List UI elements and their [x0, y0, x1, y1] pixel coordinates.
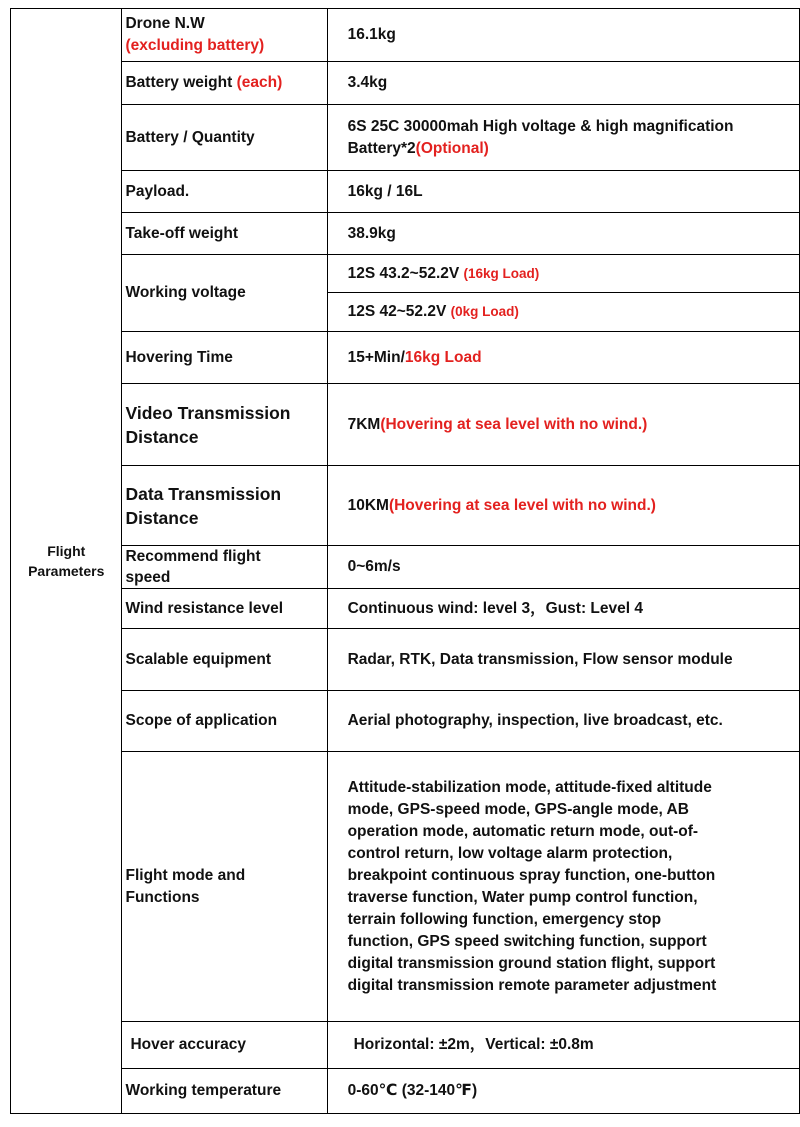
label-line-1: Data Transmission: [125, 483, 282, 504]
value-note: (Optional): [415, 139, 489, 157]
value-payload: 16kg / 16L: [327, 171, 799, 213]
label-line-1: Flight mode and: [125, 866, 246, 884]
group-label-line-2: Parameters: [28, 563, 105, 579]
table-row: [11, 384, 800, 466]
label-text: Battery weight: [125, 74, 237, 91]
row-label-takeoff-weight: Take-off weight: [122, 213, 327, 255]
value-working-temperature: 0-60℃ (32-140℉): [327, 1069, 799, 1114]
row-label-battery-quantity: Battery / Quantity: [122, 105, 327, 171]
value-takeoff-weight: 38.9kg: [327, 213, 799, 255]
mode-line: traverse function, Water pump control function,: [347, 888, 698, 906]
table-row: [11, 466, 800, 546]
table-row: [11, 589, 800, 629]
value-line-1: 6S 25C 30000mah High voltage & high magnification: [347, 117, 734, 135]
label-line-1: Recommend flight: [125, 548, 261, 565]
value-note: 16kg Load: [404, 348, 482, 366]
row-label-hovering-time: Hovering Time: [122, 332, 327, 384]
voltage-range: 12S 42~52.2V: [347, 303, 447, 320]
row-label-battery-weight: [122, 62, 327, 105]
table-row: [11, 1022, 800, 1069]
value-text: 15+Min/: [347, 348, 405, 366]
value-text: 7KM: [347, 415, 381, 433]
row-label-scalable-equipment: Scalable equipment: [122, 629, 327, 691]
voltage-note: (0kg Load): [450, 304, 519, 319]
label-note: (excluding battery): [125, 37, 265, 54]
row-label-data-transmission: [122, 466, 327, 546]
row-label-flight-mode: [122, 752, 327, 1022]
value-flight-speed: 0~6m/s: [327, 546, 799, 589]
table-row: [11, 1069, 800, 1114]
value-note: (Hovering at sea level with no wind.): [380, 415, 648, 433]
group-label: [11, 9, 122, 1114]
value-battery-weight: 3.4kg: [327, 62, 799, 105]
table-row: [11, 752, 800, 1022]
table-row: [11, 105, 800, 171]
value-voltage-0kg: [327, 293, 799, 332]
label-line-1: Video Transmission: [125, 402, 291, 423]
value-data-transmission: [327, 466, 799, 546]
row-label-video-transmission: [122, 384, 327, 466]
mode-line: terrain following function, emergency stop: [347, 910, 662, 928]
value-scalable-equipment: Radar, RTK, Data transmission, Flow sensor module: [327, 629, 799, 691]
mode-line: Attitude-stabilization mode, attitude-fixed altitude: [347, 778, 712, 796]
table-row: [11, 629, 800, 691]
table-row: [11, 171, 800, 213]
table-row: [11, 332, 800, 384]
value-hover-accuracy: Horizontal: ±2m，Vertical: ±0.8m: [327, 1022, 799, 1069]
label-line-2: Functions: [125, 888, 200, 906]
value-wind-resistance: Continuous wind: level 3，Gust: Level 4: [327, 589, 799, 629]
table-row: [11, 62, 800, 105]
mode-line: function, GPS speed switching function, support: [347, 932, 707, 950]
mode-line: control return, low voltage alarm protection,: [347, 844, 673, 862]
row-label-wind-resistance: Wind resistance level: [122, 589, 327, 629]
value-video-transmission: [327, 384, 799, 466]
value-drone-nw: 16.1kg: [327, 9, 799, 62]
table-row: [11, 691, 800, 752]
value-flight-mode: [327, 752, 799, 1022]
mode-line: operation mode, automatic return mode, out-of-: [347, 822, 699, 840]
row-label-recommend-speed: [122, 546, 327, 589]
mode-line: breakpoint continuous spray function, one-button: [347, 866, 716, 884]
label-line-2: speed: [125, 569, 171, 586]
mode-line: mode, GPS-speed mode, GPS-angle mode, AB: [347, 800, 689, 818]
value-scope: Aerial photography, inspection, live broadcast, etc.: [327, 691, 799, 752]
table-row: [11, 255, 800, 293]
value-line-2: Battery*2: [347, 139, 416, 157]
label-text: Drone N.W: [125, 15, 205, 32]
table-row: [11, 213, 800, 255]
row-label-scope: Scope of application: [122, 691, 327, 752]
label-line-2: Distance: [125, 426, 199, 447]
value-hovering-time: [327, 332, 799, 384]
voltage-note: (16kg Load): [463, 265, 540, 281]
row-label-drone-nw: [122, 9, 327, 62]
value-note: (Hovering at sea level with no wind.): [388, 496, 656, 514]
group-label-line-1: Flight: [47, 543, 86, 559]
value-voltage-16kg: [327, 255, 799, 293]
value-battery-quantity: [327, 105, 799, 171]
voltage-range: 12S 43.2~52.2V: [347, 264, 460, 282]
mode-line: digital transmission remote parameter adjustment: [347, 976, 717, 994]
label-note: (each): [236, 74, 283, 91]
table-row: [11, 9, 800, 62]
row-label-hover-accuracy: Hover accuracy: [122, 1022, 327, 1069]
mode-line: digital transmission ground station flight, support: [347, 954, 716, 972]
flight-parameters-table: [10, 8, 800, 1114]
row-label-working-temperature: Working temperature: [122, 1069, 327, 1114]
row-label-payload: Payload.: [122, 171, 327, 213]
value-text: 10KM: [347, 496, 389, 514]
table-row: [11, 546, 800, 589]
label-line-2: Distance: [125, 507, 199, 528]
row-label-working-voltage: Working voltage: [122, 255, 327, 332]
